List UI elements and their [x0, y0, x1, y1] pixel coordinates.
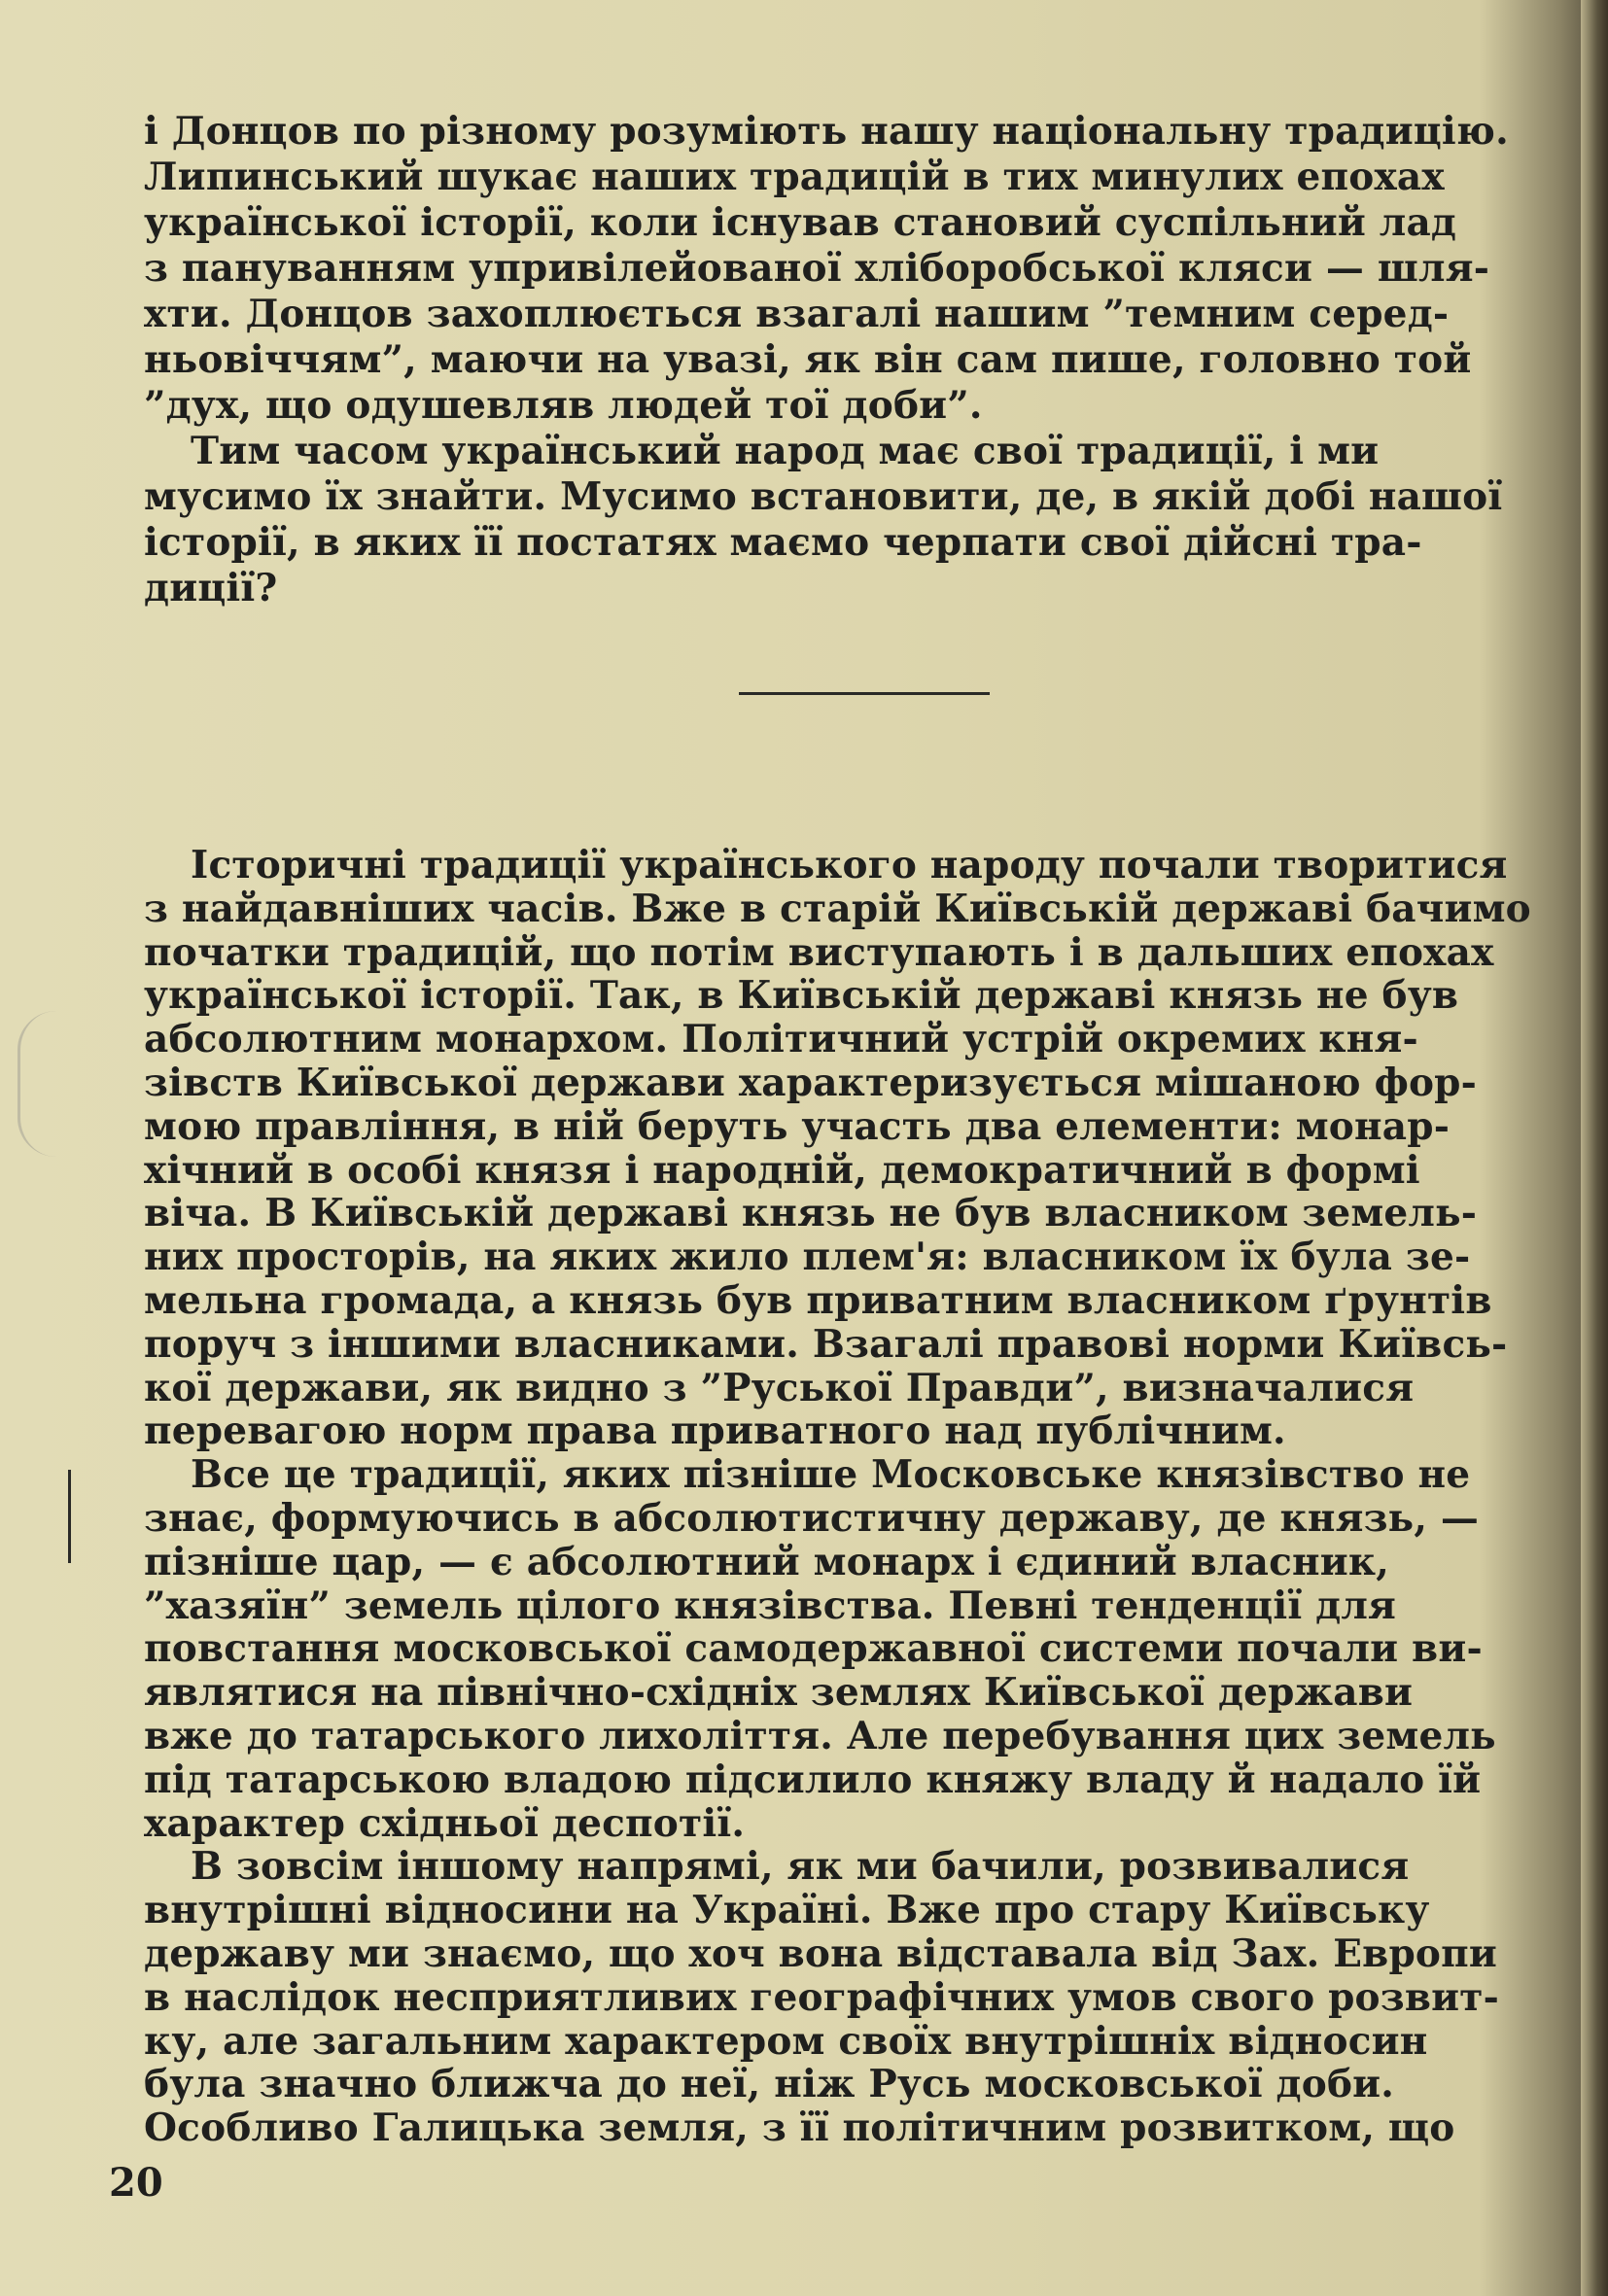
section-separator — [739, 692, 990, 695]
text-block-main — [144, 844, 1583, 2150]
text-line: Історичні традиції українського народу почали творитися — [191, 843, 1508, 887]
text-line: Тим часом український народ має свої традиції, і ми — [191, 429, 1380, 473]
text-line: української історії, коли існував становий суспільний лад — [144, 200, 1457, 245]
text-line: В зовсім іншому напрямі, як ми бачили, розвивалися — [191, 1844, 1410, 1890]
text-block-top — [144, 109, 1583, 611]
text-line: перевагою норм права приватного над публічним. — [144, 1409, 1286, 1454]
text-line: зівств Київської держави характеризується мішаною фор- — [144, 1060, 1478, 1105]
text-line: поруч з іншими власниками. Взагалі правові норми Київсь- — [144, 1321, 1508, 1367]
text-line: ”хазяїн” земель цілого князівства. Певні тенденції для — [144, 1583, 1397, 1628]
text-line: ”дух, що одушевляв людей тої доби”. — [144, 383, 983, 428]
text-line: ньовіччям”, маючи на увазі, як він сам пише, головно той — [144, 337, 1472, 382]
text-line: хти. Донцов захоплюється взагалі нашим ”темним серед- — [144, 292, 1450, 336]
text-line: ку, але загальним характером своїх внутрішніх відносин — [144, 2018, 1428, 2064]
page-binding-edge — [1581, 0, 1608, 2296]
text-line: хічний в особі князя і народній, демократичний в формі — [144, 1147, 1420, 1193]
text-line: була значно ближча до неї, ніж Русь московської доби. — [144, 2062, 1395, 2107]
text-line: початки традицій, що потім виступають і в дальших епохах — [144, 929, 1494, 975]
text-line: Все це традиції, яких пізніше Московське князівство не — [191, 1452, 1471, 1498]
text-line: під татарською владою підсилило княжу владу й надало їй — [144, 1757, 1482, 1802]
text-line: диції? — [144, 566, 278, 610]
text-line: характер східньої деспотії. — [144, 1800, 746, 1846]
text-line: мою правління, в ній беруть участь два елементи: монар- — [144, 1103, 1451, 1149]
text-line: історії, в яких її постатях маємо черпати свої дійсні тра- — [144, 520, 1422, 565]
text-line: мусимо їх знайти. Мусимо встановити, де, в якій добі нашої — [144, 474, 1503, 519]
margin-pencil-mark — [17, 1011, 65, 1157]
text-line: з найдавніших часів. Вже в старій Київській державі бачимо — [144, 886, 1531, 931]
text-line: державу ми знаємо, що хоч вона відставала від Зах. Европи — [144, 1931, 1497, 1976]
text-line: української історії. Так, в Київській державі князь не був — [144, 973, 1459, 1019]
text-line: з пануванням упривілейованої хліборобської кляси — шля- — [144, 246, 1490, 291]
margin-bar-mark — [68, 1470, 71, 1563]
page-number: 20 — [109, 2160, 163, 2206]
text-line: і Донцов по різному розуміють нашу національну традицію. — [144, 109, 1509, 154]
text-line: в наслідок несприятливих географічних умов свого розвит- — [144, 1974, 1500, 2020]
text-line: внутрішні відносини на Україні. Вже про стару Київську — [144, 1888, 1430, 1933]
text-line: являтися на північно-східніх землях Київської держави — [144, 1670, 1414, 1716]
text-line: кої держави, як видно з ”Руської Правди”, визначалися — [144, 1365, 1415, 1410]
text-line: знає, формуючись в абсолютистичну державу, де князь, — — [144, 1495, 1480, 1541]
text-line: мельна громада, а князь був приватним власником ґрунтів — [144, 1277, 1492, 1323]
text-line: віча. В Київській державі князь не був власником земель- — [144, 1191, 1478, 1236]
text-line: абсолютним монархом. Політичний устрій окремих кня- — [144, 1017, 1418, 1062]
text-line: них просторів, на яких жило плем'я: власником їх була зе- — [144, 1235, 1471, 1280]
text-line: повстання московської самодержавної системи почали ви- — [144, 1626, 1483, 1672]
text-line: вже до татарського лихоліття. Але перебування цих земель — [144, 1713, 1496, 1758]
text-line: Особливо Галицька земля, з її політичним розвитком, що — [144, 2105, 1455, 2151]
text-line: Липинський шукає наших традицій в тих минулих епохах — [144, 155, 1445, 199]
text-line: пізніше цар, — є абсолютний монарх і єдиний власник, — [144, 1539, 1390, 1584]
